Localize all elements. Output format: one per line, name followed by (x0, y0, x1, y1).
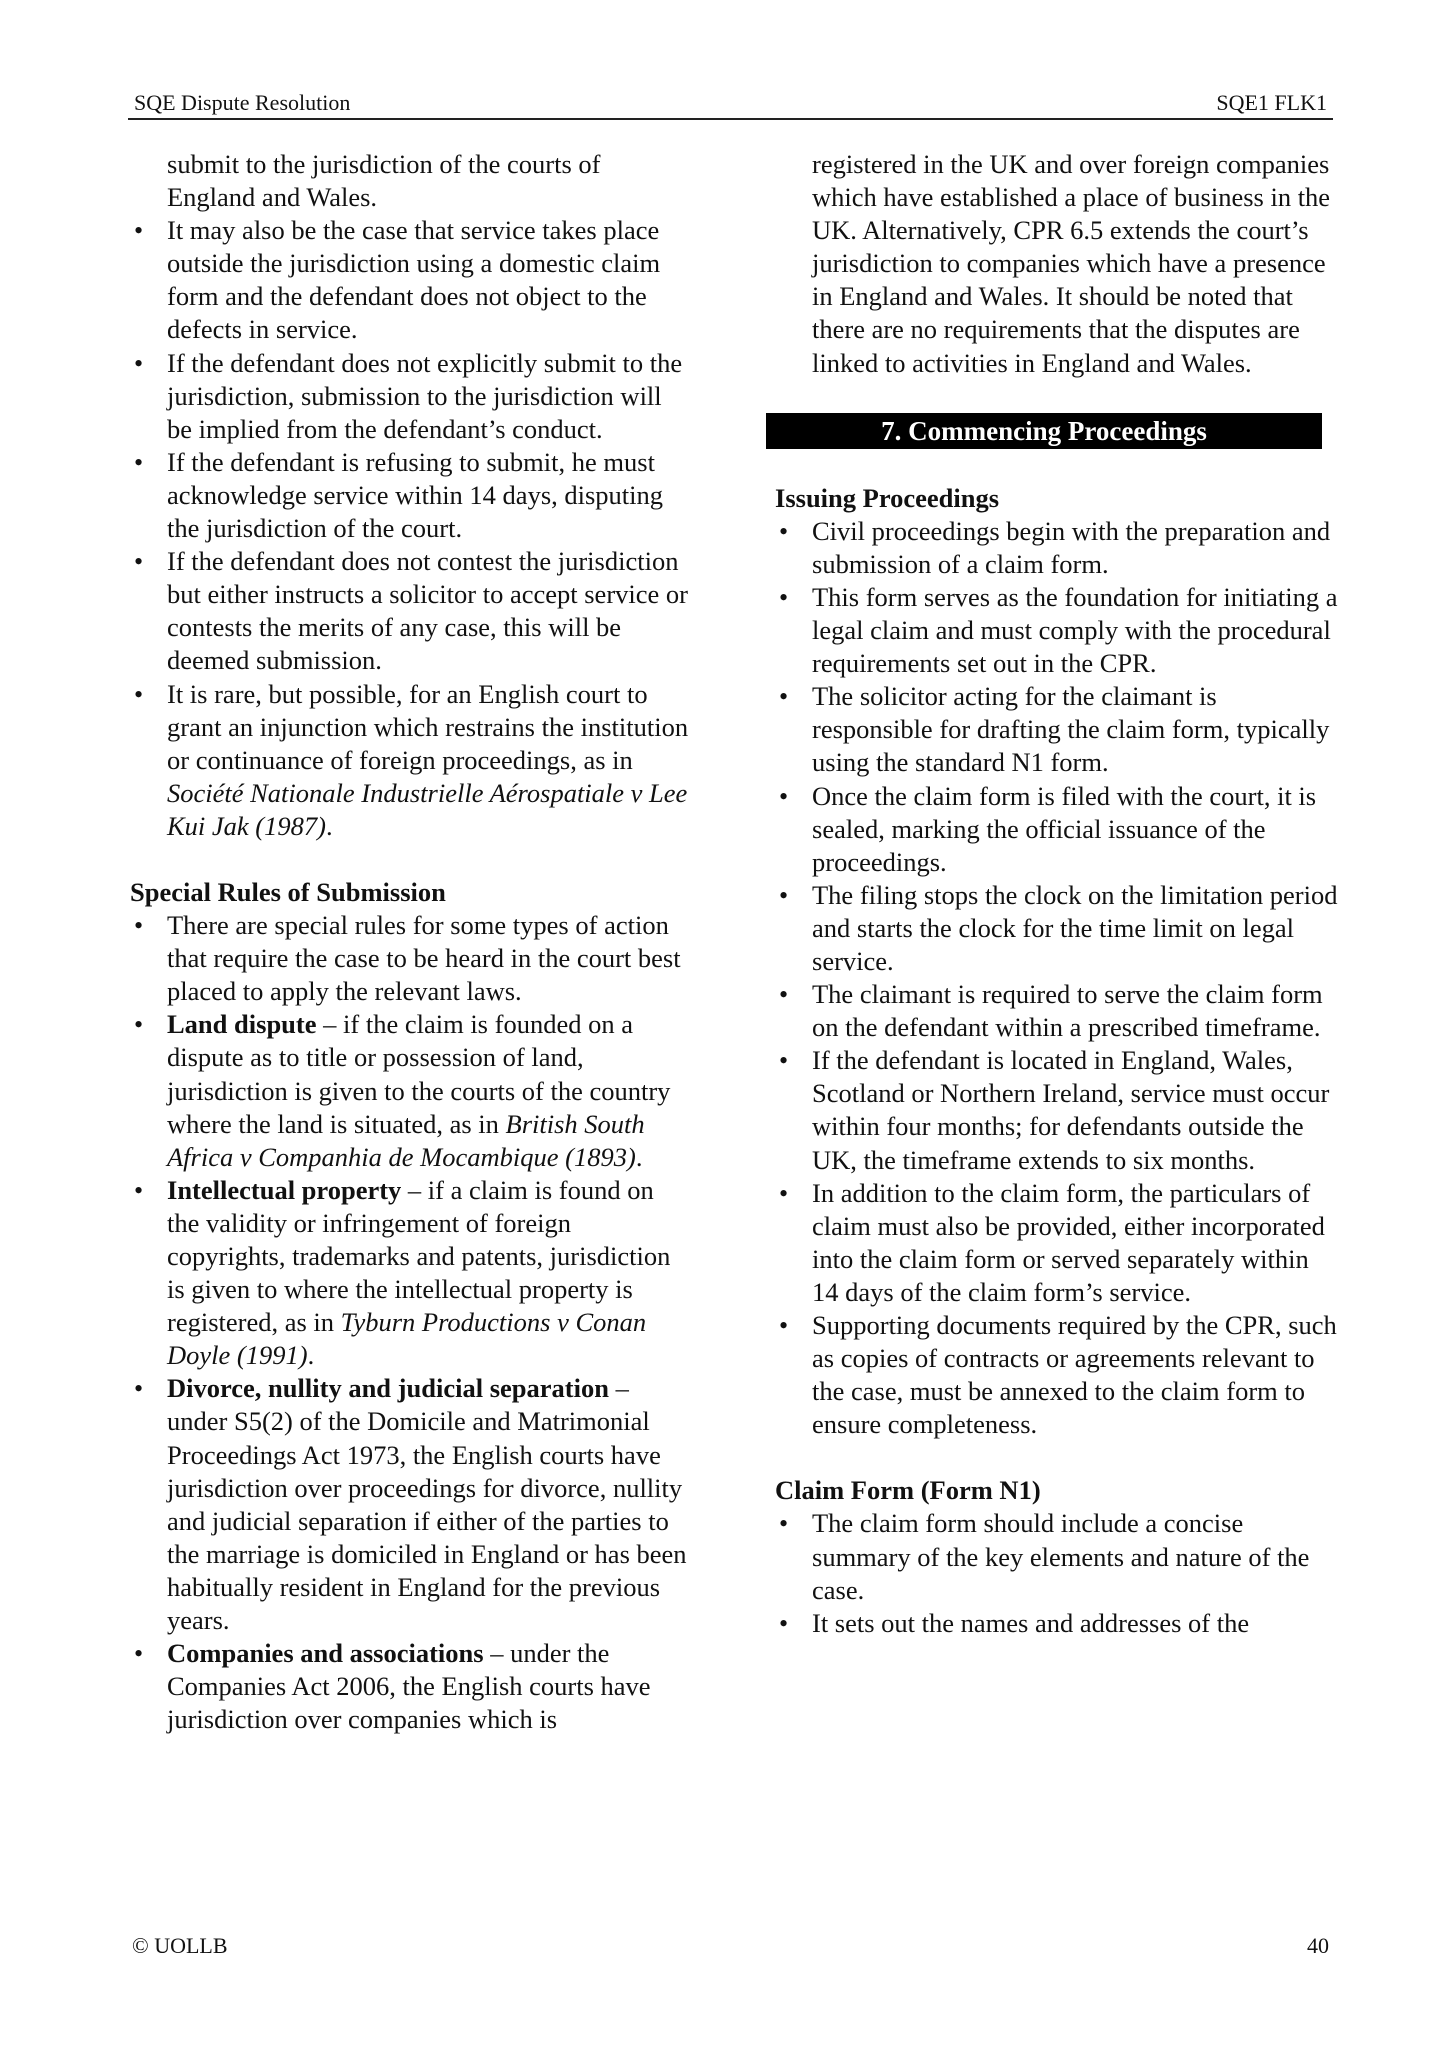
item-text: – under the Companies Act 2006, the English courts have jurisdiction over companies which is (167, 1638, 651, 1735)
item-end: . (325, 810, 333, 841)
item-text: It is rare, but possible, for an English court to grant an injunction which restrains the institution or continuance of foreign proceedings, as in (167, 678, 689, 775)
right-column (775, 148, 1340, 1640)
section-title-bar: 7. Commencing Proceedings (766, 413, 1322, 449)
term: Intellectual property (167, 1174, 402, 1205)
list-item: • It may also be the case that service takes place outside the jurisdiction using a domestic claim form and the defendant does not object to the defects in service. (130, 214, 690, 346)
special-rules-bullet-list (130, 909, 690, 1736)
list-item: • If the defendant is located in England, Wales, Scotland or Northern Ireland, service must occur within four months; for defendants outside the UK, the timeframe extends to six months. (775, 1044, 1340, 1176)
item-text: – if the claim is founded on a dispute as to title or possession of land, jurisdiction is given to the courts of the country where the land is situated, as in (167, 1009, 671, 1139)
page-number: 40 (1307, 1933, 1329, 1958)
case-citation: Société Nationale Industrielle Aérospatiale v Lee Kui Jak (1987) (167, 777, 688, 841)
list-item: • The filing stops the clock on the limitation period and starts the clock for the time limit on legal service. (775, 879, 1340, 978)
list-item-divorce (130, 1372, 690, 1637)
left-column (130, 148, 690, 1736)
list-item-land-dispute (130, 1008, 690, 1173)
list-item: • If the defendant is refusing to submit, he must acknowledge service within 14 days, disputing the jurisdiction of the court. (130, 446, 690, 545)
claim-form-bullet-list (775, 1507, 1340, 1639)
list-item-intellectual-property (130, 1174, 690, 1373)
term: Companies and associations (167, 1638, 484, 1669)
list-item: • If the defendant does not contest the jurisdiction but either instructs a solicitor to accept service or contests the merits of any case, this will be deemed submission. (130, 545, 690, 677)
header-document-title: SQE Dispute Resolution (134, 90, 351, 115)
footer-copyright: © UOLLB (132, 1933, 228, 1958)
page-header (128, 86, 1333, 120)
spacer (775, 449, 1340, 482)
list-item: • The solicitor acting for the claimant is responsible for drafting the claim form, typically using the standard N1 form. (775, 680, 1340, 779)
list-item: • The claimant is required to serve the claim form on the defendant within a prescribed timeframe. (775, 978, 1340, 1044)
spacer (130, 843, 690, 876)
list-item: • Civil proceedings begin with the preparation and submission of a claim form. (775, 515, 1340, 581)
list-item-injunction (130, 678, 690, 843)
list-item-companies (130, 1637, 690, 1736)
spacer (775, 380, 1340, 413)
subheading-special-rules: Special Rules of Submission (130, 876, 446, 907)
term: Divorce, nullity and judicial separation (167, 1373, 609, 1404)
item-end: . (307, 1340, 315, 1371)
item-text: – under S5(2) of the Domicile and Matrimonial Proceedings Act 1973, the English courts have jurisdiction over proceedings for divorce, nullity and judicial separation if either of the parties to the marriage is domiciled in England or has been habitually resident in England for the previous years. (167, 1373, 687, 1636)
submission-bullet-list (130, 214, 690, 843)
spacer (775, 1441, 1340, 1474)
list-item: • Once the claim form is filed with the court, it is sealed, marking the official issuance of the proceedings. (775, 780, 1340, 879)
subheading-claim-form: Claim Form (Form N1) (775, 1475, 1041, 1506)
continuation-paragraph: registered in the UK and over foreign companies which have established a place of business in the UK. Alternatively, CPR 6.5 extends the court’s jurisdiction to companies which have a presence in England and Wales. It should be noted that there are no requirements that the disputes are linked to activities in England and Wales. (812, 149, 1331, 378)
list-item: • There are special rules for some types of action that require the case to be heard in the court best placed to apply the relevant laws. (130, 909, 690, 1008)
list-item: • This form serves as the foundation for initiating a legal claim and must comply with the procedural requirements set out in the CPR. (775, 581, 1340, 680)
list-item: • It sets out the names and addresses of the (775, 1607, 1340, 1640)
header-course-code: SQE1 FLK1 (1216, 90, 1327, 115)
term: Land dispute (167, 1009, 317, 1040)
subheading-issuing-proceedings: Issuing Proceedings (775, 482, 1000, 513)
list-item: • In addition to the claim form, the particulars of claim must also be provided, either incorporated into the claim form or served separately within 14 days of the claim form’s service. (775, 1177, 1340, 1309)
list-item: • The claim form should include a concise summary of the key elements and nature of the case. (775, 1507, 1340, 1606)
item-text: – if a claim is found on the validity or infringement of foreign copyrights, trademarks and patents, jurisdiction is given to where the intellectual property is registered, as in (167, 1174, 671, 1338)
list-item: • Supporting documents required by the CPR, such as copies of contracts or agreements relevant to the case, must be annexed to the claim form to ensure completeness. (775, 1309, 1340, 1441)
issuing-bullet-list (775, 515, 1340, 1442)
item-end: . (635, 1141, 643, 1172)
case-citation: British South Africa v Companhia de Mocambique (1893) (167, 1108, 645, 1172)
case-citation: Tyburn Productions v Conan Doyle (1991) (167, 1307, 647, 1371)
continuation-paragraph: submit to the jurisdiction of the courts of England and Wales. (167, 149, 601, 213)
list-item: • If the defendant does not explicitly submit to the jurisdiction, submission to the jurisdiction will be implied from the defendant’s conduct. (130, 347, 690, 446)
